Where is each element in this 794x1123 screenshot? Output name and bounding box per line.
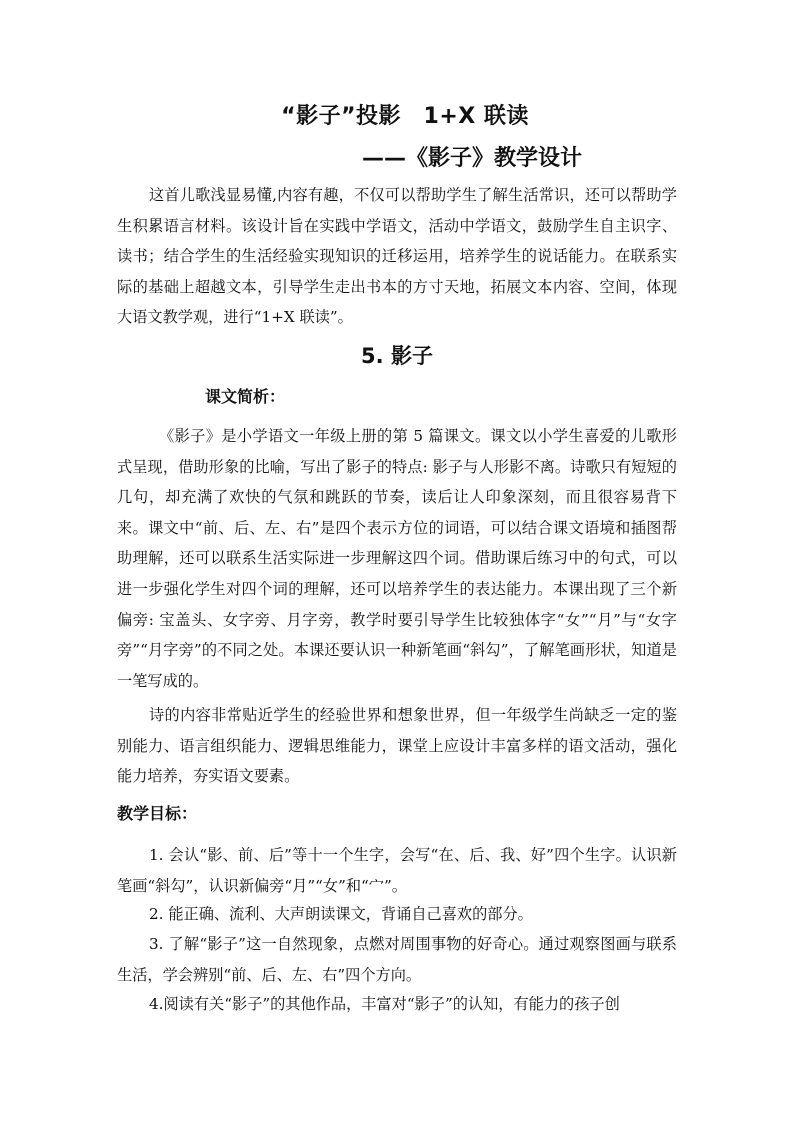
document-title: “影子”投影 1+X 联读 [281, 104, 529, 129]
goal-item-3: 3. 了解“影子”这一自然现象，点燃对周围事物的好奇心。通过观察图画与联系生活，学会辨别“前、后、左、右”四个方向。 [117, 935, 677, 984]
analysis-paragraph-2: 诗的内容非常贴近学生的经验世界和想象世界，但一年级学生尚缺乏一定的鉴别能力、语言组织能力、逻辑思维能力，课堂上应设计丰富多样的语文活动，强化能力培养，夯实语文要素。 [117, 706, 677, 786]
goal-item-2: 2. 能正确、流利、大声朗读课文，背诵自己喜欢的部分。 [149, 905, 533, 923]
goals-heading: 教学目标： [117, 804, 198, 823]
analysis-paragraph-1: 《影子》是小学语文一年级上册的第 5 篇课文。课文以小学生喜爱的儿歌形式呈现，借助形象的比喻，写出了影子的特点: 影子与人形影不离。诗歌只有短短的几句，却充满了欢快的气氛和跳跃的节奏，读后让人印象深刻，而且很容易背下来。课文中“前、后、左、右”是四个表示方位的词语，可以结合课文语境和插图帮助理解，还可以联系生活实际进一步理解这四个词。借助课后练习中的句式，可以进一步强化学生对四个词的理解，还可以培养学生的表达能力。本课出现了三个新偏旁: 宝盖头、女字旁、月字旁，教学时要引导学生比较独体字“女”“月”与“女字旁”“月字旁”的不同之处。本课还要认识一种新笔画“斜勾”，了解笔画形状，知道是一笔写成的。 [117, 427, 677, 690]
analysis-heading: 课文简析： [205, 387, 286, 406]
lesson-heading: 5. 影子 [361, 344, 433, 368]
goal-item-4: 4.阅读有关“影子”的其他作品，丰富对“影子”的认知，有能力的孩子创 [149, 995, 620, 1013]
goal-item-1: 1. 会认“影、前、后”等十一个生字，会写“在、后、我、好”四个生字。认识新笔画“斜勾”，认识新偏旁“月”“女”和“宀”。 [117, 846, 677, 895]
document-subtitle: ——《影子》教学设计 [362, 146, 583, 171]
intro-paragraph: 这首儿歌浅显易懂,内容有趣，不仅可以帮助学生了解生活常识，还可以帮助学生积累语言材料。该设计旨在实践中学语文，活动中学语文，鼓励学生自主识字、读书；结合学生的生活经验实现知识的迁移运用，培养学生的说话能力。在联系实际的基础上超越文本，引导学生走出书本的方寸天地，拓展文本内容、空间，体现大语文教学观，进行“1+X 联读”。 [117, 186, 677, 327]
